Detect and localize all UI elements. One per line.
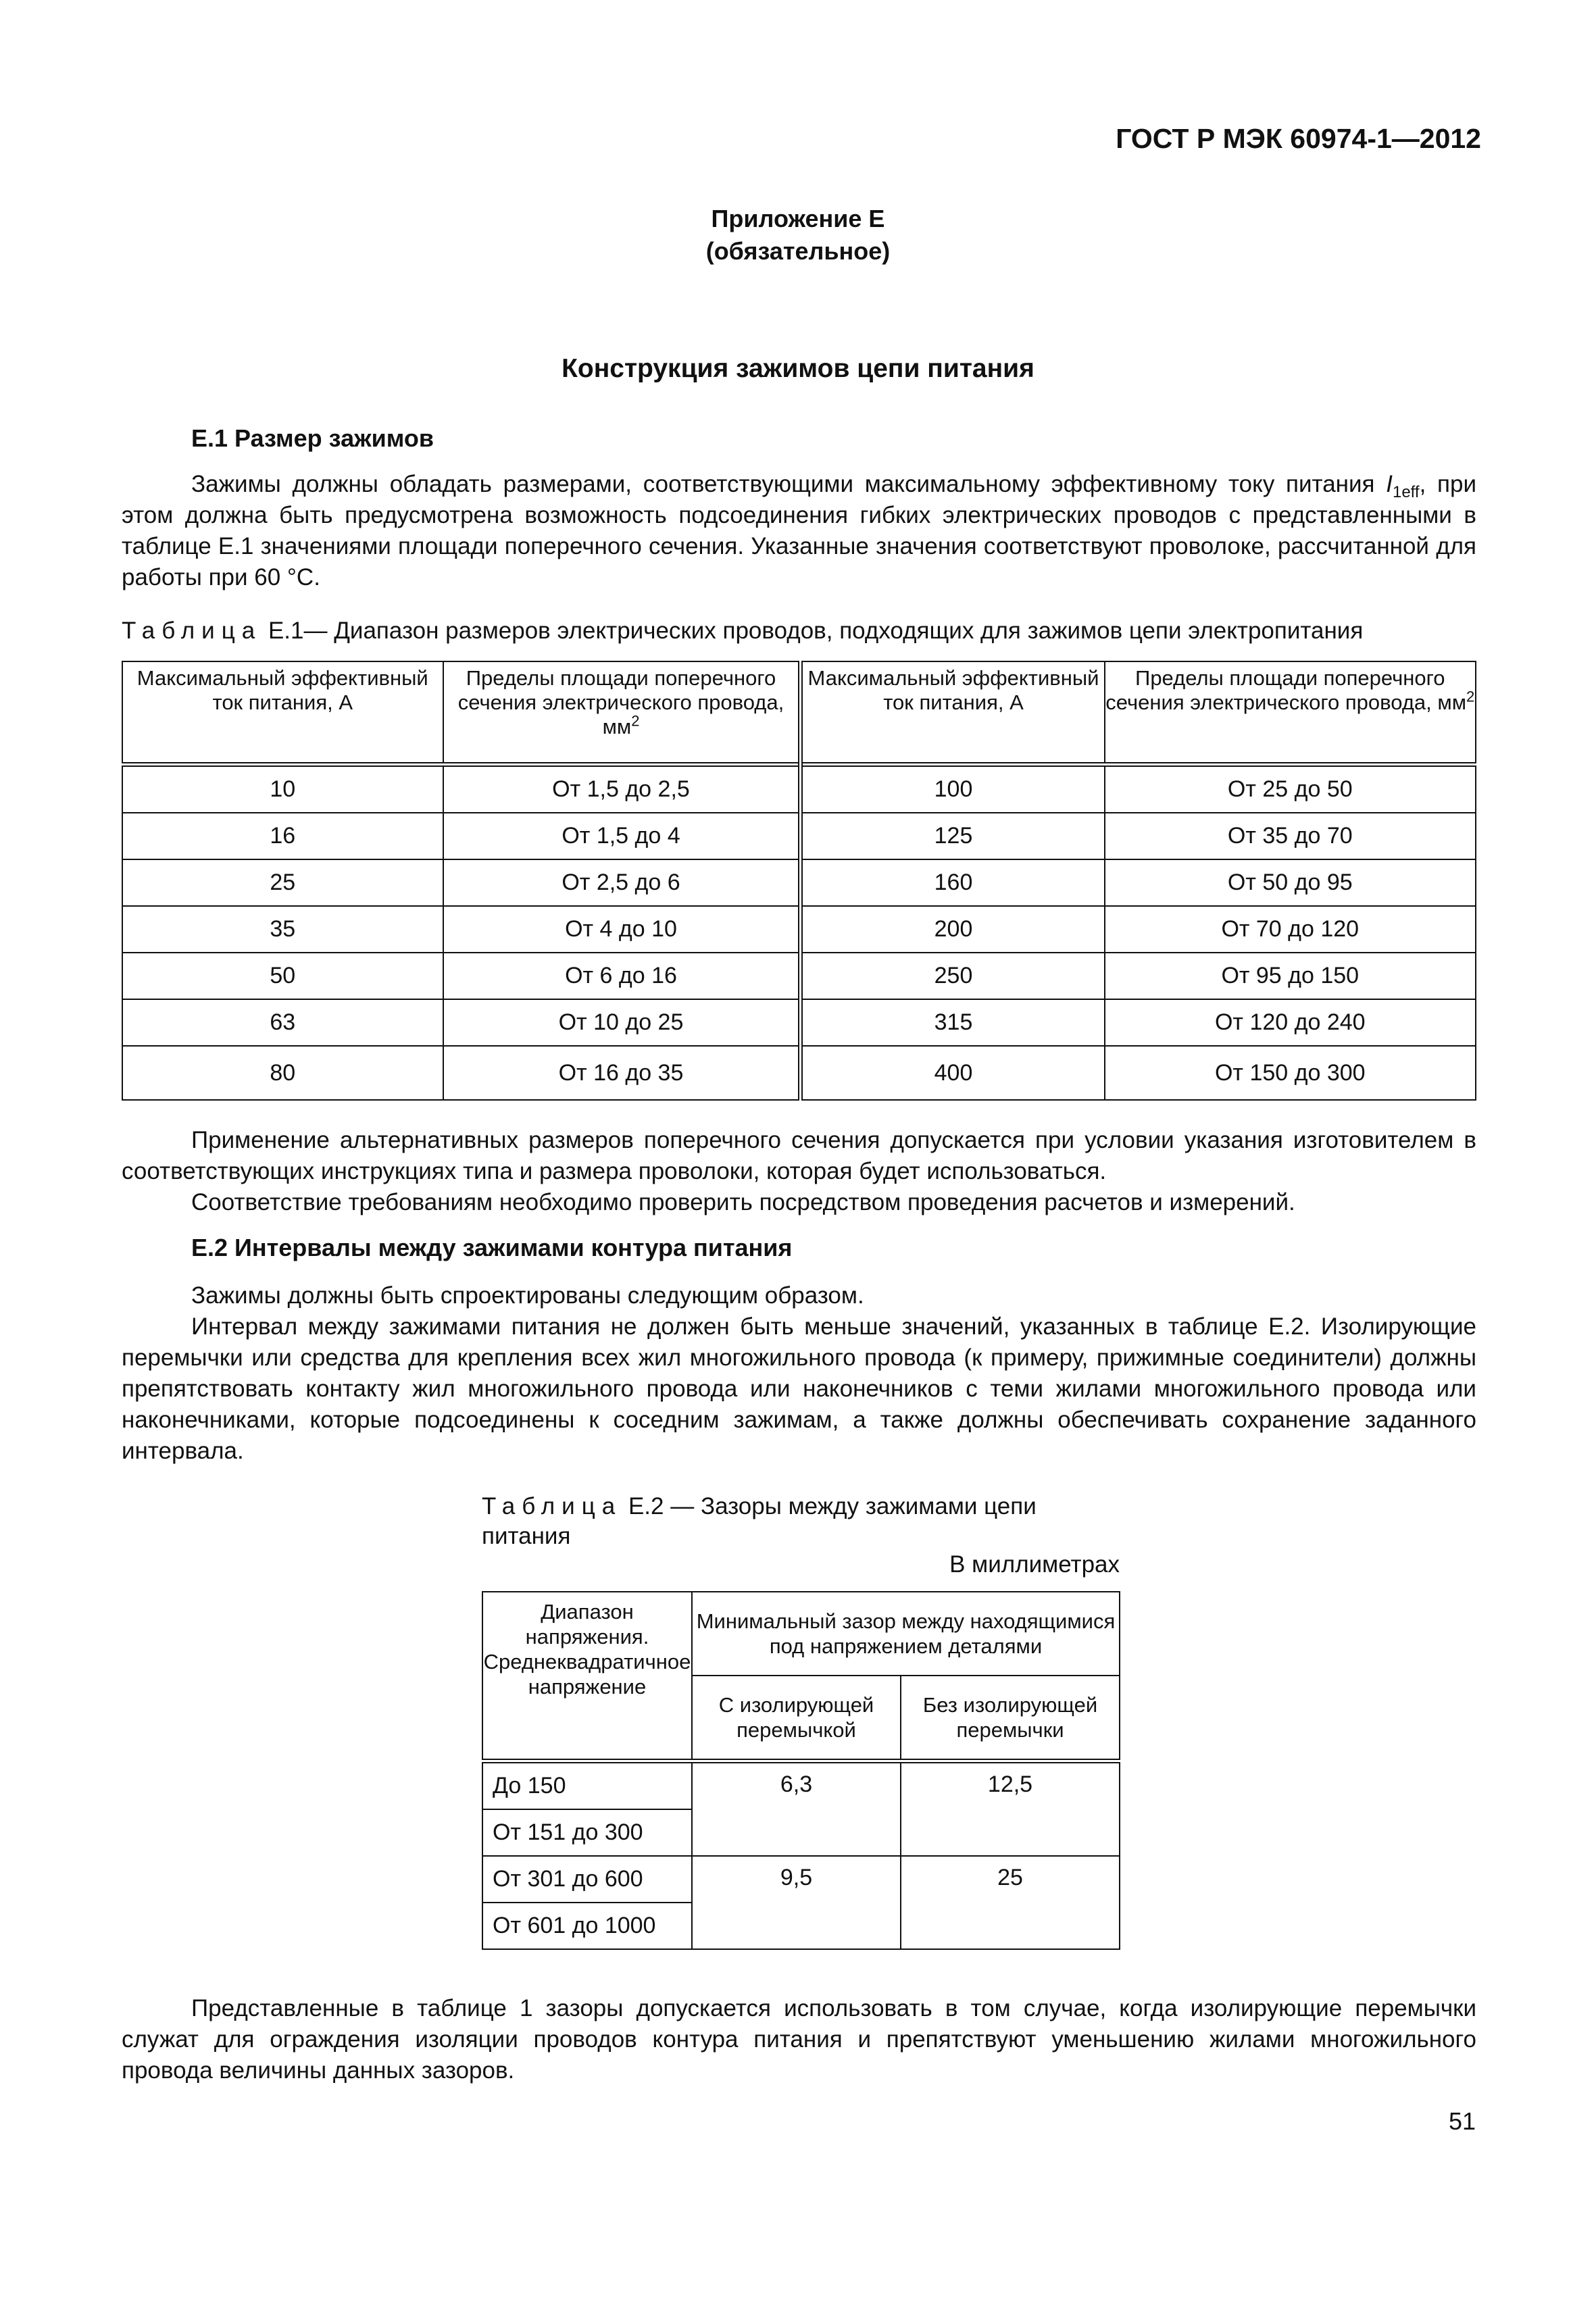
table-row (122, 1046, 1476, 1100)
table-cell: От 120 до 240 (1105, 999, 1476, 1046)
table2-unit: В миллиметрах (949, 1551, 1120, 1578)
table1-caption-word: Таблица (122, 618, 262, 644)
table-cell: 25 (901, 1856, 1120, 1949)
table-cell: 315 (801, 999, 1105, 1046)
table1-header-section-1 (443, 661, 801, 765)
table1-header-section-sup-2: 2 (1466, 688, 1475, 705)
section-title: Конструкция зажимов цепи питания (562, 354, 1034, 383)
table-cell: 200 (801, 906, 1105, 953)
table1-header-current-2: Максимальный эффективный ток питания, А (801, 661, 1105, 765)
current-symbol-subscript: 1eff (1392, 483, 1420, 501)
table-cell: От 150 до 300 (1105, 1046, 1476, 1100)
table-cell: От 2,5 до 6 (443, 859, 801, 906)
table2-caption-word: Таблица (482, 1493, 622, 1519)
table2-header-row-1 (482, 1592, 1120, 1676)
page-number: 51 (1448, 2107, 1476, 2135)
table-cell: От 4 до 10 (443, 906, 801, 953)
table-cell: От 35 до 70 (1105, 813, 1476, 859)
table-row (122, 765, 1476, 813)
table-cell: 6,3 (692, 1761, 901, 1857)
table-cell: 35 (122, 906, 443, 953)
table-cell: От 95 до 150 (1105, 953, 1476, 999)
table-cell: От 10 до 25 (443, 999, 801, 1046)
table2-header-with: С изолирующей перемычкой (692, 1676, 901, 1761)
table-cell: От 16 до 35 (443, 1046, 801, 1100)
table-cell: 10 (122, 765, 443, 813)
e2-heading: E.2 Интервалы между зажимами контура питания (191, 1234, 793, 1261)
current-symbol: I (1386, 471, 1393, 497)
table-row (122, 999, 1476, 1046)
table1-caption-text: E.1— Диапазон размеров электрических проводов, подходящих для зажимов цепи электропитания (261, 618, 1364, 644)
table1-header-section-2 (1105, 661, 1476, 765)
table-row (482, 1761, 1120, 1810)
table-cell: 9,5 (692, 1856, 901, 1949)
table-cell: 16 (122, 813, 443, 859)
table1-header-section-text-1: Пределы площади поперечного сечения электрического провода, мм (457, 666, 784, 738)
table-cell: До 150 (482, 1761, 692, 1810)
e1-text-end: , при этом должна быть предусмотрена возможность подсоединения гибких электрических проводов с представленными в таблице E.1 значениями площади поперечного сечения. Указанные значения соответствуют проволоке, рассчитанной для работы при 60 °С. (122, 471, 1477, 590)
table-cell: 63 (122, 999, 443, 1046)
table-cell: 25 (122, 859, 443, 906)
table-cell: 250 (801, 953, 1105, 999)
table2-caption (482, 1492, 1120, 1551)
table1-header-current-1: Максимальный эффективный ток питания, А (122, 661, 443, 765)
annex-heading (0, 203, 1596, 268)
compliance-paragraph: Соответствие требованиям необходимо проверить посредством проведения расчетов и измерений. (191, 1189, 1295, 1215)
table-row (122, 906, 1476, 953)
e2-paragraph-1: Зажимы должны быть спроектированы следующим образом. (191, 1282, 864, 1309)
table2-caption-text: E.2 — Зазоры между зажимами цепи питания (482, 1493, 1037, 1549)
table-cell: От 1,5 до 2,5 (443, 765, 801, 813)
table2-header-range: Диапазон напряжения. Среднеквадратичное напряжение (482, 1592, 692, 1761)
alt-sizes-paragraph: Применение альтернативных размеров поперечного сечения допускается при условии указания изготовителем в соответствующих инструкциях типа и размера проволоки, которая будет использоваться. (122, 1127, 1476, 1184)
table-row (122, 953, 1476, 999)
table2-header-without: Без изолирующей перемычки (901, 1676, 1120, 1761)
annex-title: Приложение E (711, 205, 885, 232)
table-cell: 125 (801, 813, 1105, 859)
table-cell: От 25 до 50 (1105, 765, 1476, 813)
table1-caption (122, 615, 1476, 647)
table-row (482, 1856, 1120, 1903)
table-cell: 80 (122, 1046, 443, 1100)
table-cell: От 50 до 95 (1105, 859, 1476, 906)
closing-paragraph: Представленные в таблице 1 зазоры допускается использовать в том случае, когда изолирующие перемычки служат для ограждения изоляции проводов контура питания и препятствуют уменьшению жилами многожильного провода величины данных зазоров. (122, 1995, 1476, 2084)
table1-header-section-sup-1: 2 (631, 712, 640, 730)
table-cell: 400 (801, 1046, 1105, 1100)
table1-header-row (122, 661, 1476, 765)
table-cell: От 301 до 600 (482, 1856, 692, 1903)
table-cell: 50 (122, 953, 443, 999)
table-e2 (482, 1591, 1120, 1950)
table-row (122, 859, 1476, 906)
table1-header-section-text-2: Пределы площади поперечного сечения электрического провода, мм (1105, 666, 1467, 714)
table-cell: От 1,5 до 4 (443, 813, 801, 859)
e1-heading: E.1 Размер зажимов (191, 424, 434, 452)
annex-status: (обязательное) (705, 237, 891, 265)
standard-designation: ГОСТ Р МЭК 60974-1—2012 (1116, 123, 1481, 154)
table-cell: 12,5 (901, 1761, 1120, 1857)
table-cell: От 6 до 16 (443, 953, 801, 999)
e1-paragraph (122, 469, 1476, 593)
table-e1 (122, 661, 1476, 1101)
table-cell: От 601 до 1000 (482, 1903, 692, 1949)
table-row (122, 813, 1476, 859)
table2-header-min-gap: Минимальный зазор между находящимися под напряжением деталями (692, 1592, 1120, 1676)
e1-text-start: Зажимы должны обладать размерами, соответствующими максимальному эффективному току питания (191, 471, 1387, 497)
table-cell: От 151 до 300 (482, 1809, 692, 1856)
e2-paragraph-2: Интервал между зажимами питания не должен быть меньше значений, указанных в таблице E.2. Изолирующие перемычки или средства для крепления всех жил многожильного провода (к примеру, прижимные соединители) должны препятствовать контакту жил многожильного провода или наконечников с теми жилами многожильного провода или наконечниками, которые подсоединены к соседним зажимам, а также должны обеспечивать сохранение заданного интервала. (122, 1313, 1476, 1464)
table-cell: 100 (801, 765, 1105, 813)
table-cell: 160 (801, 859, 1105, 906)
table-cell: От 70 до 120 (1105, 906, 1476, 953)
